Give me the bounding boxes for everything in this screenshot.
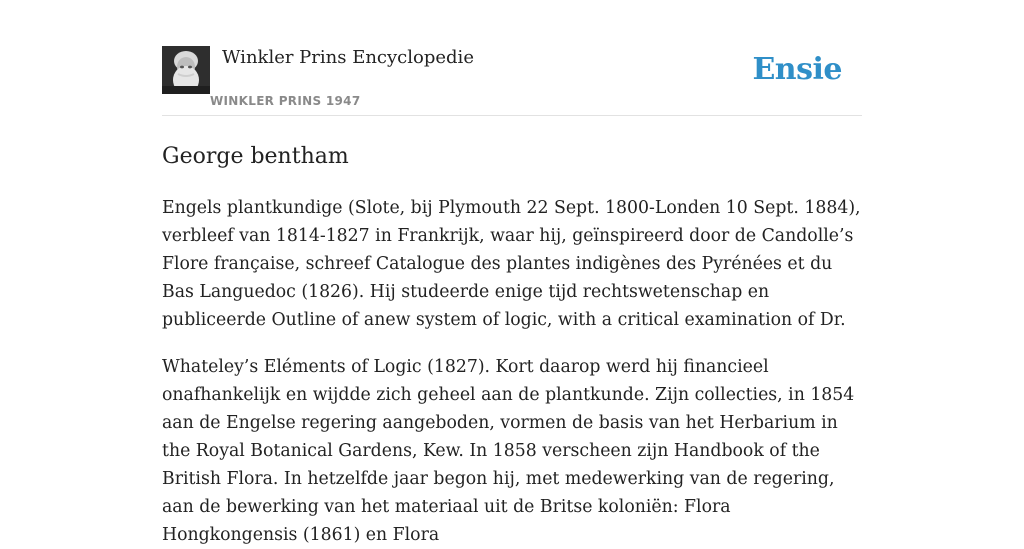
article-title: George bentham	[162, 144, 349, 169]
source-title[interactable]: Winkler Prins Encyclopedie	[222, 47, 474, 68]
source-header	[162, 46, 862, 116]
brand-logo[interactable]: Ensie	[752, 52, 842, 87]
article-paragraph: Engels plantkundige (Slote, bij Plymouth 22 Sept. 1800-Londen 10 Sept. 1884), verbleef van 1814-1827 in Frankrijk, waar hij, geïnspireerd door de Candolle’s Flore française, schreef Catalogue des plantes indigènes des Pyrénées et du Bas Languedoc (1826). Hij studeerde enige tijd rechtswetenschap en publiceerde Outline of anew system of logic, with a critical examination of Dr.	[162, 198, 861, 330]
article-paragraph: Whateley’s Eléments of Logic (1827). Kort daarop werd hij financieel onafhankelijk en wijdde zich geheel aan de plantkunde. Zijn collecties, in 1854 aan de Engelse regering aangeboden, vormen de basis van het Herbarium in the Royal Botanical Gardens, Kew. In 1858 verscheen zijn Handbook of the British Flora. In hetzelfde jaar begon hij, met medewerking van de regering, aan de bewerking van het materiaal uit de Britse koloniën: Flora Hongkongensis (1861) en Flora	[162, 357, 855, 545]
source-subtitle: WINKLER PRINS 1947	[210, 94, 361, 108]
page	[162, 0, 862, 549]
avatar[interactable]	[162, 46, 210, 94]
bearded-man-portrait-icon	[162, 46, 210, 94]
